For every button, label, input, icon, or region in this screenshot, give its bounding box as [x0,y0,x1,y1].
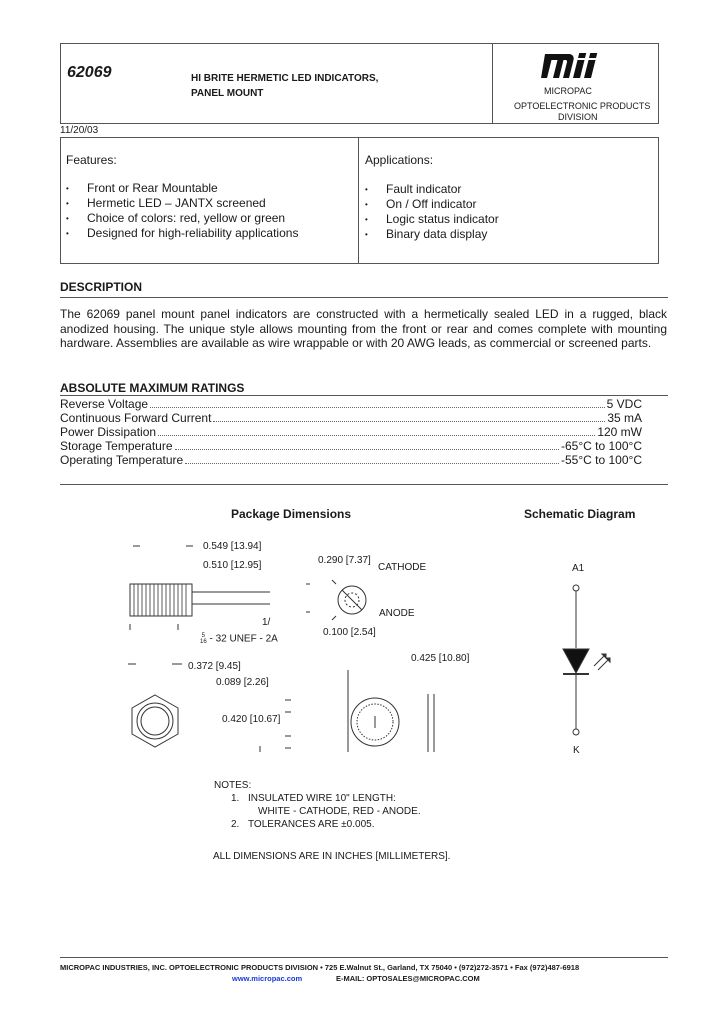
description-text: The 62069 panel mount panel indicators are constructed with a hermetically sealed LED in a rugged, black anodized housing. The unique style allows mounting from the front or rear and comes complete with mounting hardware. Assemblies are available as wire wrappable or with 20 AWG leads, as commercial or screened parts. [60,307,667,350]
notes-heading: NOTES: [214,780,252,791]
cathode-label: CATHODE [378,562,427,573]
ratings-rule [60,395,668,396]
note-2-number: 2. [231,819,240,830]
rating-row: Reverse Voltage 5 VDC [60,397,642,411]
dim-nut-diameter: 0.420 [10.67] [222,714,281,725]
schematic-anode-label: A1 [572,563,585,574]
anode-label: ANODE [379,608,415,619]
dim-nut-thickness: 0.089 [2.26] [216,677,269,688]
thread-spec: - 32 UNEF - 2A [206,633,278,645]
ratings-bottom-rule [60,484,668,485]
list-item: • Binary data display [365,227,499,242]
features-list [66,181,298,241]
dim-lead-spacing: 0.290 [7.37] [318,555,371,566]
schematic-heading: Schematic Diagram [524,507,636,521]
title-line-1: HI BRITE HERMETIC LED INDICATORS, [191,73,379,84]
dim-thread [200,633,278,645]
brand-name: MICROPAC [544,86,592,96]
list-item: • Choice of colors: red, yellow or green [66,211,298,226]
package-heading: Package Dimensions [231,507,352,521]
schematic-cathode-label: K [573,745,580,756]
rating-row: Operating Temperature -55°C to 100°C [60,453,642,467]
note-1-line-2: WHITE - CATHODE, RED - ANODE. [258,806,421,817]
email-contact[interactable]: E-MAIL: OPTOSALES@MICROPAC.COM [336,974,480,983]
dim-overall-length: 0.549 [13.94] [203,541,262,552]
dim-body-length: 0.510 [12.95] [203,560,262,571]
list-item: • Hermetic LED – JANTX screened [66,196,298,211]
division-line-2: DIVISION [558,112,598,122]
package-drawing [120,540,450,770]
doc-date: 11/20/03 [60,125,99,136]
dim-hex-width: 0.372 [9.45] [188,661,241,672]
led-schematic [550,576,630,742]
division-line-1: OPTOELECTRONIC PRODUCTS [514,101,651,111]
all-dimensions-note: ALL DIMENSIONS ARE IN INCHES [MILLIMETERS]. [213,851,451,862]
features-heading: Features: [66,153,117,167]
rating-row: Power Dissipation 120 mW [60,425,642,439]
mii-logo [534,50,612,82]
title-line-2: PANEL MOUNT [191,88,264,99]
doc-title [191,71,378,101]
applications-list [365,182,499,242]
list-item: • Designed for high-reliability applications [66,226,298,241]
ratings-heading: ABSOLUTE MAXIMUM RATINGS [60,381,245,395]
dim-fraction-mark: 1/ [262,617,271,628]
dim-washer-diameter: 0.425 [10.80] [411,653,470,664]
thread-fraction-num: 5 [201,633,206,639]
list-item: • Fault indicator [365,182,499,197]
features-divider [358,137,359,264]
part-number: 62069 [67,64,112,81]
note-2: TOLERANCES ARE ±0.005. [248,819,375,830]
note-1-number: 1. [231,793,240,804]
list-item: • On / Off indicator [365,197,499,212]
footer-address: MICROPAC INDUSTRIES, INC. OPTOELECTRONIC PRODUCTS DIVISION • 725 E.Walnut St., Garland, TX 75040 • (972)272-3571 • Fax (972)487-6918 [60,963,580,972]
description-rule [60,297,668,298]
thread-fraction-den: 16 [200,639,207,645]
rating-row: Storage Temperature -65°C to 100°C [60,439,642,453]
rating-row: Continuous Forward Current 35 mA [60,411,642,425]
description-heading: DESCRIPTION [60,280,143,294]
header-divider [492,43,493,124]
list-item: • Front or Rear Mountable [66,181,298,196]
list-item: • Logic status indicator [365,212,499,227]
footer-rule [60,957,668,958]
note-1-line-1: INSULATED WIRE 10" LENGTH: [248,793,396,804]
applications-heading: Applications: [365,153,434,167]
website-link[interactable]: www.micropac.com [232,974,303,983]
dim-lead-pitch: 0.100 [2.54] [323,627,376,638]
